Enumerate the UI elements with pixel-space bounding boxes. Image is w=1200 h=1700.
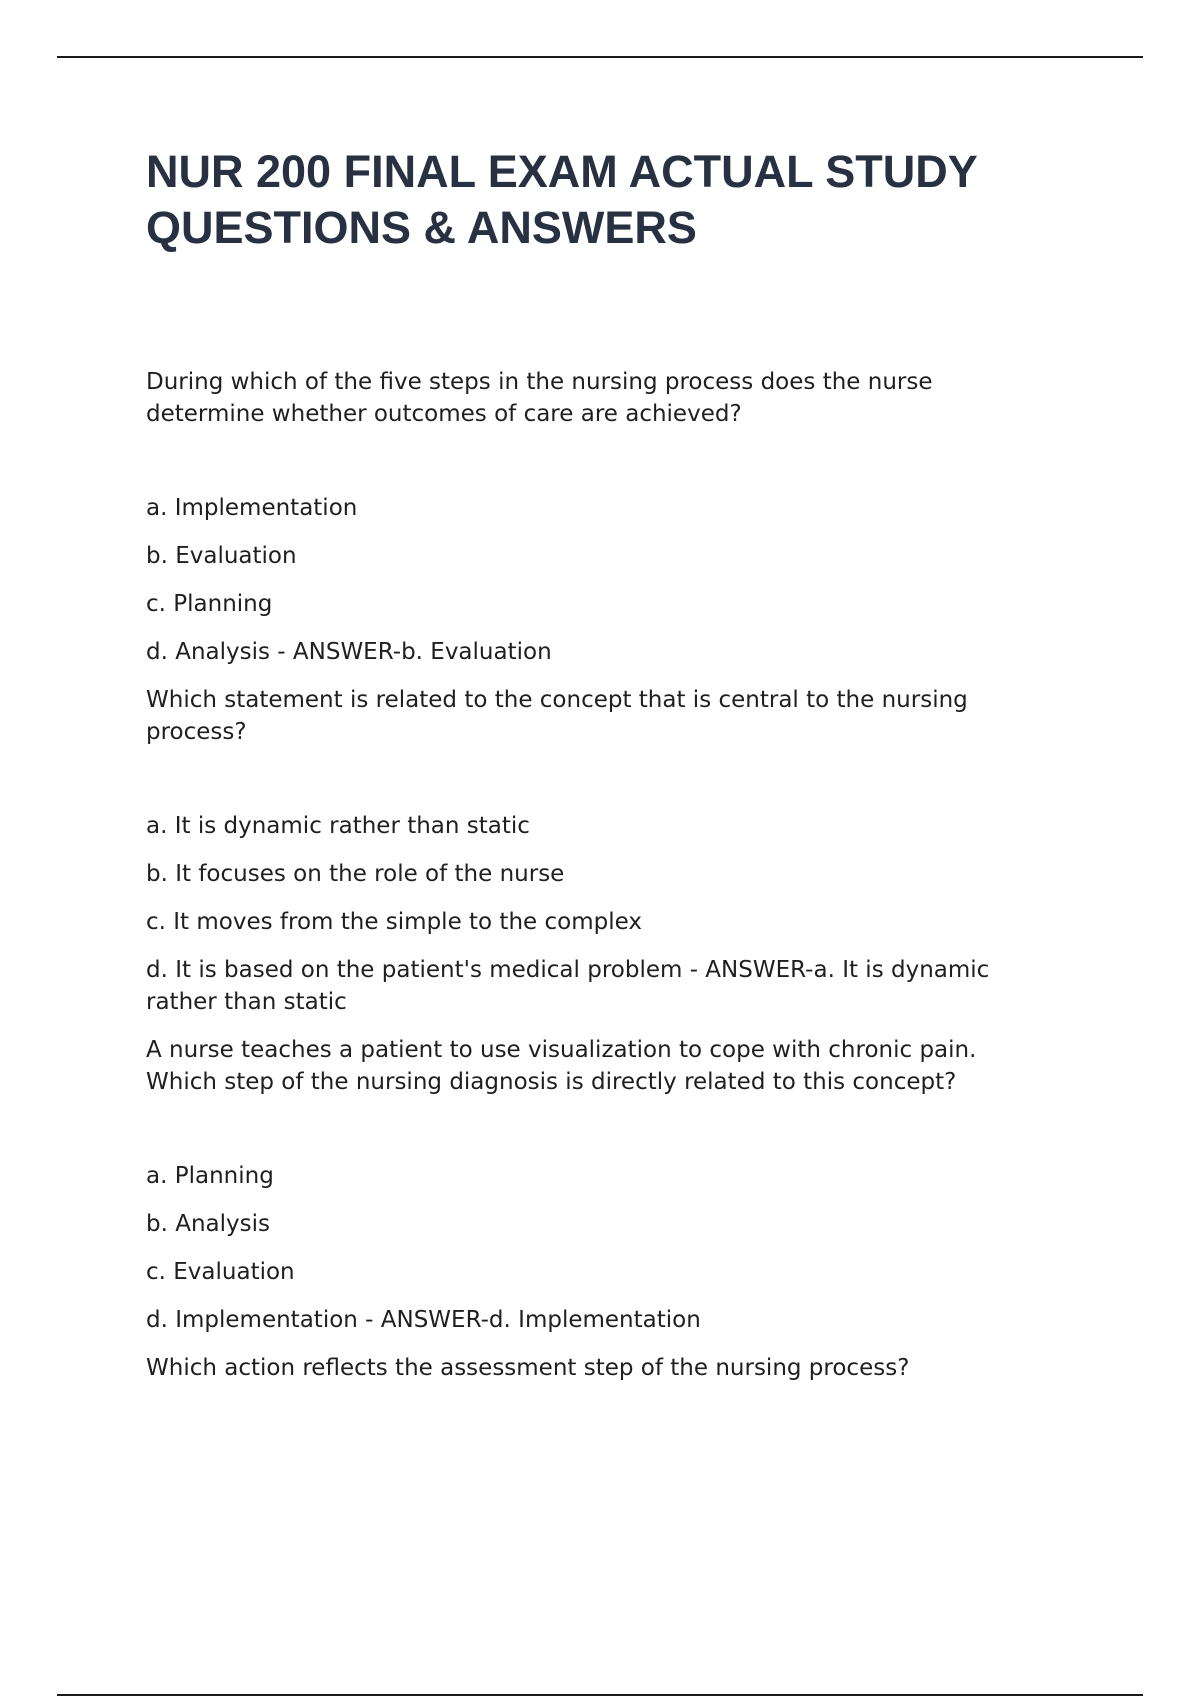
answer-option-c: c. It moves from the simple to the complex bbox=[146, 909, 642, 935]
answer-option-a: a. Planning bbox=[146, 1163, 274, 1189]
question-list bbox=[146, 366, 1046, 1400]
answer-option-d: d. Analysis - ANSWER-b. Evaluation bbox=[146, 639, 552, 665]
question-block-2 bbox=[146, 684, 1046, 1018]
question-block-4 bbox=[146, 1352, 1046, 1384]
answer-option-a: a. It is dynamic rather than static bbox=[146, 813, 530, 839]
question-text: Which action reflects the assessment step of the nursing process? bbox=[146, 1355, 910, 1381]
top-rule bbox=[57, 56, 1143, 58]
page-title bbox=[146, 144, 1086, 256]
answer-option-d: d. Implementation - ANSWER-d. Implementation bbox=[146, 1307, 701, 1333]
answer-option-c: c. Planning bbox=[146, 591, 273, 617]
answer-option-d: d. It is based on the patient's medical problem - ANSWER-a. It is dynamic rather than static bbox=[146, 957, 990, 1015]
answer-option-b: b. Evaluation bbox=[146, 543, 297, 569]
question-block-3 bbox=[146, 1034, 1046, 1336]
answer-option-b: b. Analysis bbox=[146, 1211, 270, 1237]
bottom-rule bbox=[57, 1694, 1143, 1696]
question-text: Which statement is related to the concept that is central to the nursing process? bbox=[146, 687, 968, 745]
page-title-line-1: NUR 200 FINAL EXAM ACTUAL STUDY bbox=[146, 146, 978, 197]
question-text: During which of the five steps in the nursing process does the nurse determine whether outcomes of care are achieved? bbox=[146, 369, 933, 427]
page-title-line-2: QUESTIONS & ANSWERS bbox=[146, 202, 697, 253]
answer-option-b: b. It focuses on the role of the nurse bbox=[146, 861, 565, 887]
answer-option-c: c. Evaluation bbox=[146, 1259, 295, 1285]
answer-option-a: a. Implementation bbox=[146, 495, 358, 521]
question-block-1 bbox=[146, 366, 1046, 668]
question-text: A nurse teaches a patient to use visualization to cope with chronic pain. Which step of the nursing diagnosis is directly related to this concept? bbox=[146, 1037, 977, 1095]
